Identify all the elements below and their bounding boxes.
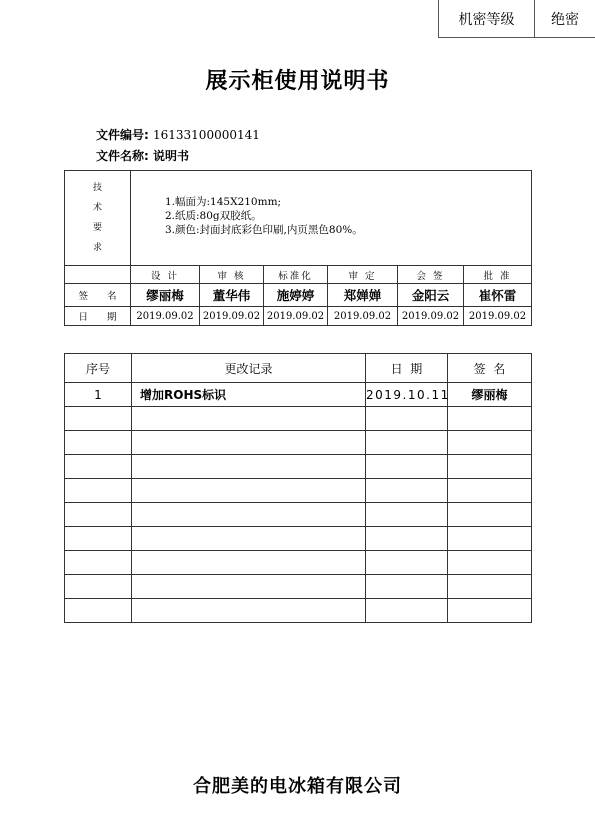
approval-header: 设 计 bbox=[131, 266, 200, 284]
change-sign-cell bbox=[448, 407, 532, 431]
change-seq-cell bbox=[65, 527, 132, 551]
change-seq-cell bbox=[65, 503, 132, 527]
change-sign-cell bbox=[448, 599, 532, 623]
change-log-header-record: 更改记录 bbox=[132, 354, 366, 383]
requirements-label-char: 要 bbox=[92, 223, 102, 233]
requirement-line: 1.幅面为:145X210mm; bbox=[165, 196, 282, 208]
change-date-cell bbox=[366, 407, 448, 431]
document-name-label: 文件名称: bbox=[96, 149, 149, 163]
change-record-cell bbox=[132, 455, 366, 479]
date-cell: 2019.09.02 bbox=[464, 307, 532, 326]
date-cell: 2019.09.02 bbox=[328, 307, 398, 326]
change-log-header-row bbox=[65, 354, 532, 383]
change-seq-cell bbox=[65, 551, 132, 575]
document-number-label: 文件编号: bbox=[96, 128, 149, 142]
company-name: 合肥美的电冰箱有限公司 bbox=[193, 776, 402, 797]
change-date-cell bbox=[366, 599, 448, 623]
document-name-row bbox=[96, 147, 189, 164]
change-sign-cell bbox=[448, 479, 532, 503]
change-sign-cell bbox=[448, 455, 532, 479]
change-date-cell bbox=[366, 455, 448, 479]
change-sign-cell bbox=[448, 431, 532, 455]
approval-header: 批 准 bbox=[464, 266, 532, 284]
document-number-value: 16133100000141 bbox=[153, 128, 260, 142]
change-record-cell bbox=[132, 527, 366, 551]
change-log-header-sign: 签 名 bbox=[448, 354, 532, 383]
date-cell: 2019.09.02 bbox=[131, 307, 200, 326]
document-number-row bbox=[96, 126, 260, 143]
change-sign-cell bbox=[448, 503, 532, 527]
table-row bbox=[65, 503, 532, 527]
table-row bbox=[65, 599, 532, 623]
signature-label: 签 名 bbox=[65, 284, 131, 307]
change-record-cell: 增加ROHS标识 bbox=[132, 383, 366, 407]
change-sign-cell: 缪丽梅 bbox=[448, 383, 532, 407]
approval-header-row bbox=[65, 266, 532, 284]
change-date-cell bbox=[366, 551, 448, 575]
change-sign-cell bbox=[448, 551, 532, 575]
approval-header-blank bbox=[65, 266, 131, 284]
change-date-cell bbox=[366, 431, 448, 455]
date-cell: 2019.09.02 bbox=[398, 307, 464, 326]
signature-cell: 董华伟 bbox=[200, 284, 264, 307]
change-record-cell bbox=[132, 431, 366, 455]
change-record-cell bbox=[132, 407, 366, 431]
change-seq-cell bbox=[65, 599, 132, 623]
table-row bbox=[65, 479, 532, 503]
change-date-cell bbox=[366, 503, 448, 527]
change-sign-cell bbox=[448, 527, 532, 551]
requirements-label-char: 技 bbox=[92, 183, 102, 193]
signature-cell: 金阳云 bbox=[398, 284, 464, 307]
change-seq-cell bbox=[65, 407, 132, 431]
change-record-cell bbox=[132, 551, 366, 575]
requirements-label-char: 求 bbox=[92, 243, 102, 253]
change-seq-cell: 1 bbox=[65, 383, 132, 407]
change-seq-cell bbox=[65, 455, 132, 479]
signature-cell: 崔怀雷 bbox=[464, 284, 532, 307]
document-name-value: 说明书 bbox=[153, 149, 190, 163]
table-row bbox=[65, 551, 532, 575]
change-record-cell bbox=[132, 479, 366, 503]
change-log-header-seq: 序号 bbox=[65, 354, 132, 383]
date-label: 日 期 bbox=[65, 307, 131, 326]
requirement-line: 3.颜色:封面封底彩色印刷,内页黑色80%。 bbox=[165, 224, 363, 236]
change-log-table bbox=[64, 353, 532, 623]
table-row bbox=[65, 527, 532, 551]
signature-cell: 施婷婷 bbox=[264, 284, 328, 307]
requirements-label bbox=[65, 171, 131, 266]
signature-row bbox=[65, 284, 532, 307]
change-date-cell bbox=[366, 479, 448, 503]
change-record-cell bbox=[132, 503, 366, 527]
change-sign-cell bbox=[448, 575, 532, 599]
table-row bbox=[65, 383, 532, 407]
approval-header: 审 核 bbox=[200, 266, 264, 284]
change-date-cell: 2019.10.11 bbox=[366, 383, 448, 407]
requirements-text bbox=[131, 171, 532, 266]
requirements-label-char: 术 bbox=[92, 203, 102, 213]
change-date-cell bbox=[366, 575, 448, 599]
approval-header: 会 签 bbox=[398, 266, 464, 284]
change-seq-cell bbox=[65, 575, 132, 599]
classification-label: 机密等级 bbox=[439, 0, 535, 37]
change-record-cell bbox=[132, 575, 366, 599]
requirements-row bbox=[65, 171, 532, 266]
change-log-header-date: 日 期 bbox=[366, 354, 448, 383]
table-row bbox=[65, 431, 532, 455]
date-cell: 2019.09.02 bbox=[200, 307, 264, 326]
table-row bbox=[65, 575, 532, 599]
classification-value: 绝密 bbox=[551, 11, 579, 28]
approval-header: 标准化 bbox=[264, 266, 328, 284]
document-title: 展示柜使用说明书 bbox=[205, 69, 390, 94]
classification-box bbox=[438, 0, 595, 38]
approval-table bbox=[64, 170, 532, 326]
change-record-cell bbox=[132, 599, 366, 623]
date-row bbox=[65, 307, 532, 326]
table-row bbox=[65, 455, 532, 479]
signature-cell: 缪丽梅 bbox=[131, 284, 200, 307]
change-seq-cell bbox=[65, 479, 132, 503]
date-cell: 2019.09.02 bbox=[264, 307, 328, 326]
approval-header: 审 定 bbox=[328, 266, 398, 284]
table-row bbox=[65, 407, 532, 431]
change-seq-cell bbox=[65, 431, 132, 455]
change-date-cell bbox=[366, 527, 448, 551]
requirement-line: 2.纸质:80g双胶纸。 bbox=[165, 210, 262, 222]
signature-cell: 郑婵婵 bbox=[328, 284, 398, 307]
